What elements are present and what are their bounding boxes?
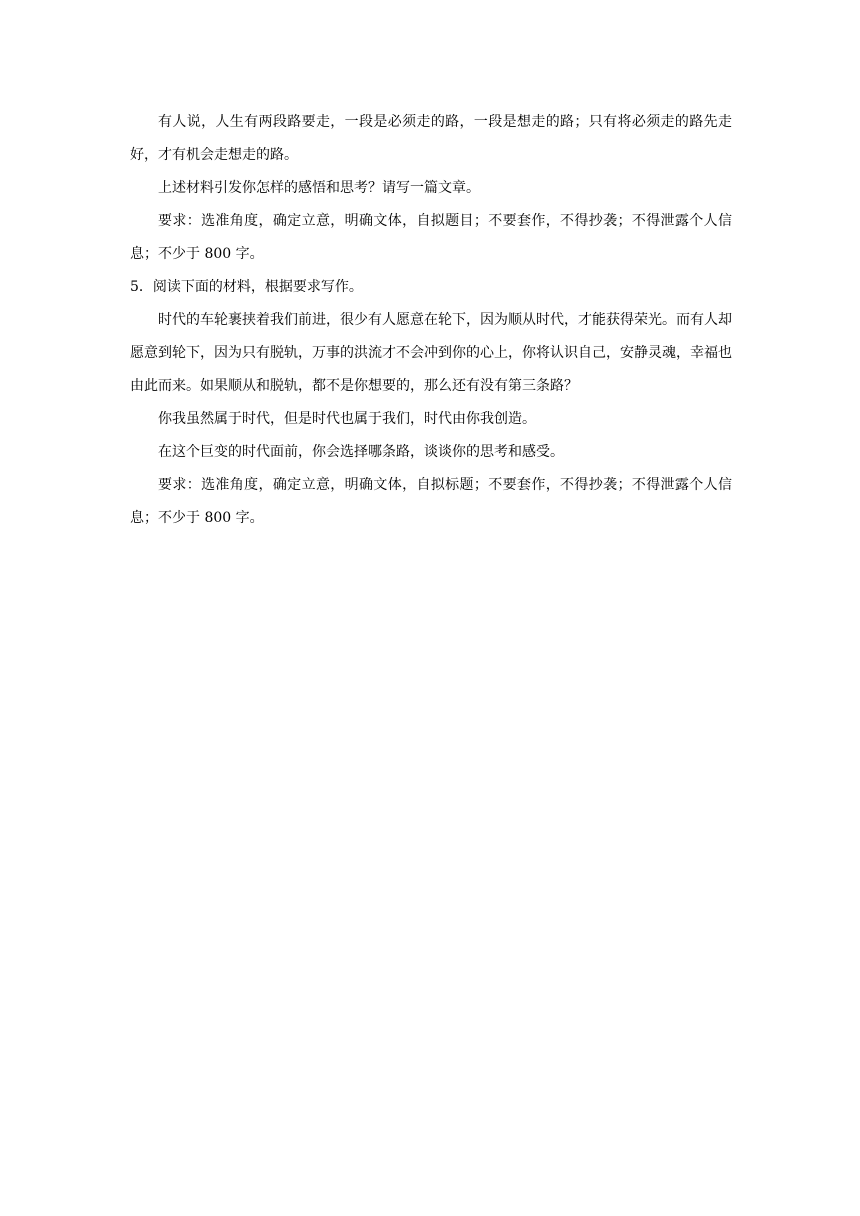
document-content xyxy=(130,106,732,535)
requirements-paragraph: 要求：选准角度，确定立意，明确文体，自拟题目；不要套作，不得抄袭；不得泄露个人信息；不少于 800 字。 xyxy=(130,213,732,262)
writing-prompt: 上述材料引发你怎样的感悟和思考？请写一篇文章。 xyxy=(158,180,480,196)
question-5-heading: 5．阅读下面的材料，根据要求写作。 xyxy=(130,279,363,295)
question-5-material-continued: 你我虽然属于时代，但是时代也属于我们，时代由你我创造。 xyxy=(158,411,536,427)
material-paragraph: 有人说，人生有两段路要走，一段是必须走的路，一段是想走的路；只有将必须走的路先走好，才有机会走想走的路。 xyxy=(130,114,732,163)
question-5-requirements: 要求：选准角度，确定立意，明确文体，自拟标题；不要套作，不得抄袭；不得泄露个人信息；不少于 800 字。 xyxy=(130,477,732,526)
question-5-prompt: 在这个巨变的时代面前，你会选择哪条路，谈谈你的思考和感受。 xyxy=(158,444,564,460)
question-5-material: 时代的车轮裹挟着我们前进，很少有人愿意在轮下，因为顺从时代，才能获得荣光。而有人却愿意到轮下，因为只有脱轨，万事的洪流才不会冲到你的心上，你将认识自己，安静灵魂，幸福也由此而来。如果顺从和脱轨，都不是你想要的，那么还有没有第三条路？ xyxy=(130,312,732,394)
